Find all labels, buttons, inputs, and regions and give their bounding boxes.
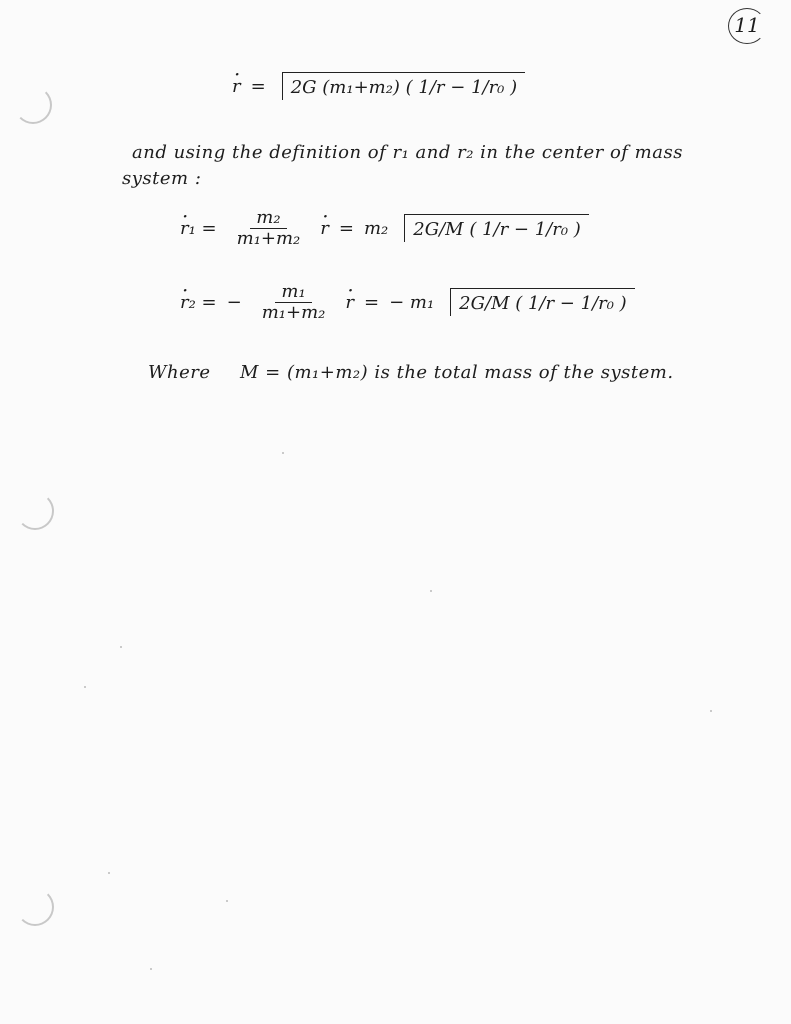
equation-r2dot <box>180 282 635 323</box>
equals-sign: = <box>250 75 266 97</box>
text-definition-line2: system : <box>122 168 202 189</box>
sqrt-expression: 2G (m₁+m₂) ( 1/r − 1/r₀ ) <box>282 72 525 100</box>
punch-hole-bottom <box>16 888 54 926</box>
equals-sign: = <box>338 217 354 239</box>
mass-coefficient: m₂ <box>363 217 389 239</box>
fraction-denominator: m₁+m₂ <box>261 301 326 323</box>
scan-speck <box>282 452 284 454</box>
minus-sign: − <box>226 291 242 313</box>
scan-speck <box>108 872 110 874</box>
fraction-denominator: m₁+m₂ <box>236 227 301 249</box>
fraction-numerator: m₁ <box>275 282 311 303</box>
mass-ratio-fraction <box>231 208 307 249</box>
scan-speck <box>84 686 86 688</box>
punch-hole-top <box>14 86 52 124</box>
sqrt-expression: 2G/M ( 1/r − 1/r₀ ) <box>404 214 589 242</box>
scan-speck <box>430 590 432 592</box>
scan-speck <box>120 646 122 648</box>
scan-speck <box>710 710 712 712</box>
rdot-symbol: · r <box>320 218 329 239</box>
mass-coefficient: − m₁ <box>389 291 435 313</box>
scan-speck <box>150 968 152 970</box>
rdot-symbol: · r <box>345 292 354 313</box>
equals-sign: = <box>363 291 380 313</box>
text-definition-line1: and using the definition of r₁ and r₂ in the center of mass <box>132 142 683 163</box>
rdot-symbol: · r <box>232 76 241 97</box>
mass-ratio-fraction <box>256 282 332 323</box>
equation-r1dot <box>180 208 589 249</box>
r2dot-lhs: · r₂ = <box>180 292 217 313</box>
equation-rdot <box>232 72 525 100</box>
punch-hole-middle <box>16 492 54 530</box>
scan-speck <box>226 900 228 902</box>
text-total-mass-definition: M = (m₁+m₂) is the total mass of the system. <box>240 362 674 383</box>
fraction-numerator: m₂ <box>250 208 286 229</box>
text-where-label: Where <box>148 362 211 383</box>
r1dot-lhs: · r₁ = <box>180 218 217 239</box>
page-number: 11 <box>728 8 766 44</box>
sqrt-expression: 2G/M ( 1/r − 1/r₀ ) <box>450 288 635 316</box>
